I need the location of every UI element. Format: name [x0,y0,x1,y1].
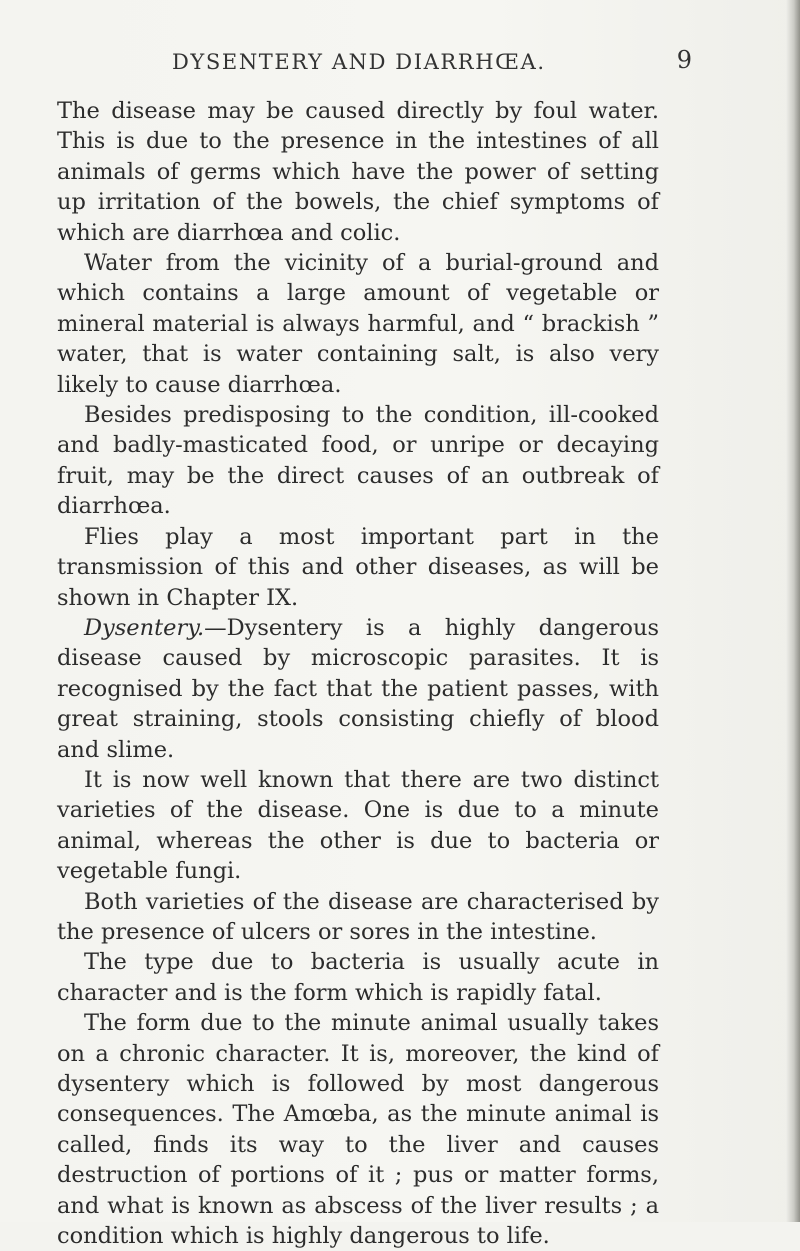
page-header [60,44,740,84]
paragraph-bacterial-type: The type due to bacteria is usually acute in character and is the form which is rapidly fatal. [57,949,659,1006]
running-head: DYSENTERY AND DIARRHŒA. [172,50,546,74]
paragraph-ulcers: Both varieties of the disease are characterised by the presence of ulcers or sores in the intestine. [57,888,659,945]
page-number: 9 [676,46,692,74]
paragraph-burial-ground-water: Water from the vicinity of a burial-ground and which contains a large amount of vegetable or mineral material is always harmful, and “ brackish ” water, that is water containing salt, is also very likely to cause diarrhœa. [57,250,659,398]
dysentery-heading: Dysentery. [84,614,205,641]
paragraph-flies: Flies play a most important part in the transmission of this and other diseases, as will be shown in Chapter IX. [57,523,659,611]
paragraph-dysentery-definition [57,613,659,765]
body-text [57,96,659,1251]
paragraph-two-varieties: It is now well known that there are two distinct varieties of the disease. One is due to a minute animal, whereas the other is due to bacteria or vegetable fungi. [57,766,659,885]
page-edge-shadow [786,0,800,1222]
paragraph-food-causes: Besides predisposing to the condition, ill-cooked and badly-masticated food, or unripe or decaying fruit, may be the direct causes of an outbreak of diarrhœa. [57,402,659,520]
paragraph-amoeba-type: The form due to the minute animal usually takes on a chronic character. It is, moreover, the kind of dysentery which is followed by most dangerous consequences. The Amœba, as the minute animal is called, finds its way to the liver and causes destruction of portions of it ; pus or matter forms, and what is known as abscess of the liver results ; a condition which is highly dangerous to life. [57,1010,659,1250]
dysentery-text: —Dysentery is a highly dangerous disease caused by microscopic parasites. It is recognised by the fact that the patient passes, with great straining, stools consisting chiefly of blood and slime. [57,614,659,763]
paragraph-foul-water: The disease may be caused directly by foul water. This is due to the presence in the intestines of all animals of germs which have the power of setting up irritation of the bowels, the chief symptoms of which are diarrhœa and colic. [57,98,659,246]
